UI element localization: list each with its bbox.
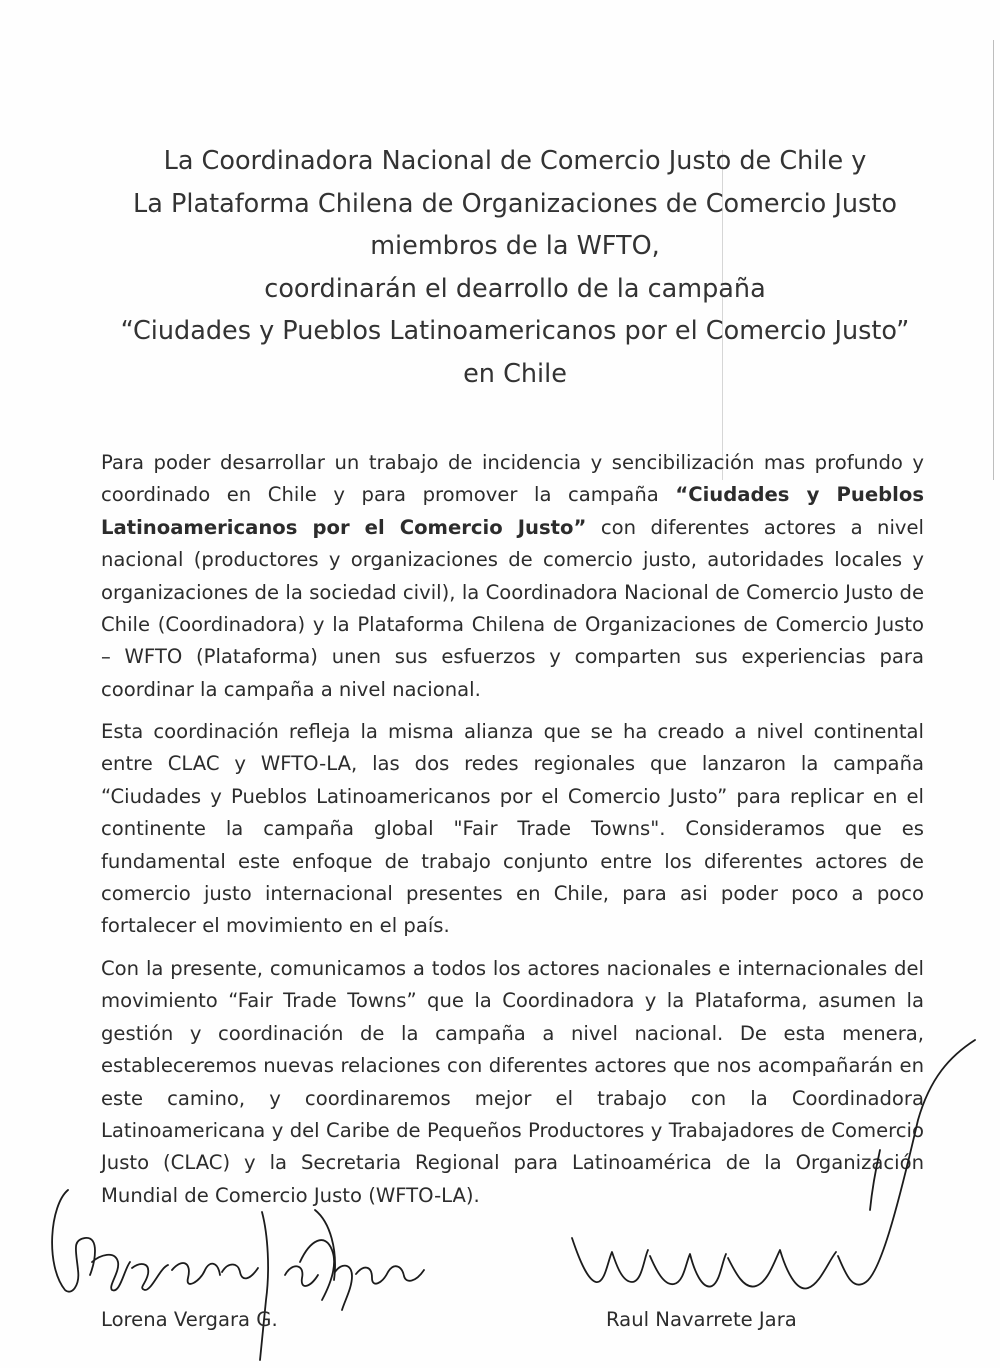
paragraph-2: Esta coordinación refleja la misma alianza que se ha creado a nivel continental entre CLAC y WFTO-LA, las dos redes regionales que lanzaron la campaña “Ciudades y Pueblos Latinoamericanos por el Comercio Justo” para replicar en el continente la campaña global "Fair Trade Towns". Consideramos que es fundamental este enfoque de trabajo conjunto entre los diferentes actores de comercio justo internacional presentes en Chile, para asi poder poco a poco fortalecer el movimiento en el país. (101, 720, 924, 938)
signatory-name-left: Lorena Vergara G. (101, 1308, 278, 1331)
title-line: miembros de la WFTO, (370, 231, 660, 261)
campaign-name-bold: “Ciudades y Pueblos Latinoamericanos por el Comercio Justo” (101, 483, 925, 539)
title-line: en Chile (463, 358, 567, 389)
title-line: La Coordinadora Nacional de Comercio Justo de Chile y (163, 146, 867, 176)
paragraph-1 (101, 447, 924, 706)
title-line: La Plataforma Chilena de Organizaciones de Comercio Justo (133, 188, 897, 219)
paragraph-text: con diferentes actores a nivel nacional (productores y organizaciones de comercio justo, autoridades locales y organizaciones de la sociedad civil), la Coordinadora Nacional de Comercio Justo de Chile (Coordinadora) y la Plataforma Chilena de Organizaciones de Comercio Justo – WFTO (Plataforma) unen sus esfuerzos y comparten sus experiencias para coordinar la campaña a nivel nacional. (101, 515, 925, 701)
title-line: coordinarán el dearrollo de la campaña (264, 273, 766, 304)
title-line: “Ciudades y Pueblos Latinoamericanos por el Comercio Justo” (120, 316, 910, 346)
scan-edge-line (993, 40, 994, 480)
signature-left (52, 1190, 424, 1360)
paragraph-text: Para poder desarrollar un trabajo de incidencia y sencibilización mas profundo y coordinado en Chile y para promover la campaña (101, 451, 924, 507)
signatory-name-right: Raul Navarrete Jara (606, 1308, 797, 1331)
paragraph-3: Con la presente, comunicamos a todos los actores nacionales e internacionales del movimiento “Fair Trade Towns” que la Coordinadora y la Plataforma, asumen la gestión y coordinación de la campaña a nivel nacional. De esta menera, estableceremos nuevas relaciones con diferentes actores que nos acompañarán en este camino, y coordinaremos mejor el trabajo con la Coordinadora Latinoamericana y del Caribe de Pequeños Productores y Trabajadores de Comercio Justo (CLAC) y la Secretaria Regional para Latinoamérica de la Organización Mundial de Comercio Justo (WFTO-LA). (101, 957, 924, 1207)
document-title (60, 140, 970, 395)
